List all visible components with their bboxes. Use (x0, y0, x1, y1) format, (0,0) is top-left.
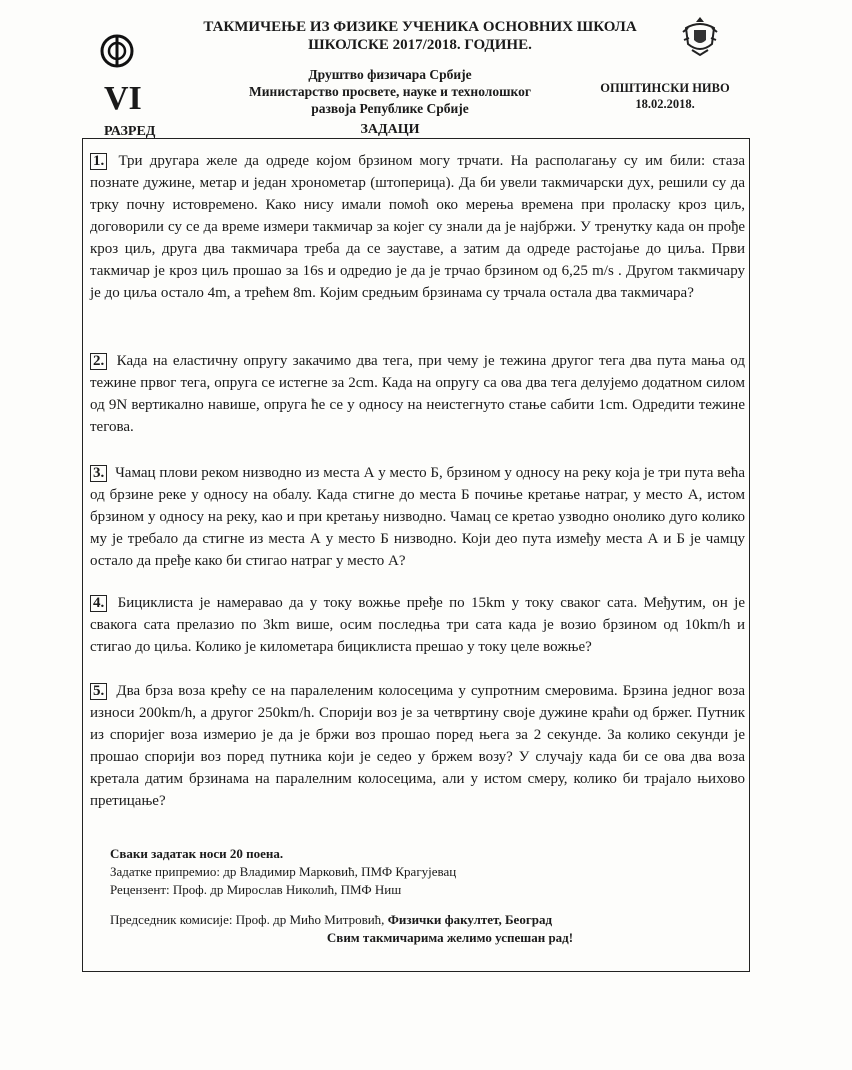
org-line-3: развоја Републике Србије (311, 101, 469, 116)
problem-text: Три другара желе да одреде којом брзином могу трчати. На располагању су им били: стаза познате дужине, метар и један хронометар (штоперица). Да би увели такмичарски дух, решили су да трку почну истовремено. Како нису имали помоћ око мерења времена при проласку кроз циљ, договорили су се да време измери такмичар за којег су знали да је најбржи. У тренутку када он прође кроз циљ, друга два такмичара треба да се зауставе, а затим да одреде растојање до циља. Први такмичар је кроз циљ прошао за 16s и одредио је да је трчао брзином од 6,25 m/s . Другом такмичару је до циља остало 4m, а трећем 8m. Којим средњим брзинама су трчала остала два такмичара? (90, 153, 746, 301)
competition-level (590, 80, 740, 112)
problem-text: Бициклиста је намеравао да у току вожње пређе по 15km у току сваког сата. Међутим, он је свакога сата прелазио по 3km више, осим последња три сата када је возио брзином од 10km/h и стигао до циља. Колико је километара бициклиста прешао у току целе вожње? (90, 595, 745, 655)
exam-footer (110, 845, 730, 947)
problem-4 (90, 592, 745, 658)
president-affiliation: Физички факултет, Београд (387, 912, 553, 927)
commission-president (110, 911, 730, 929)
org-line-2: Министарство просвете, науке и технолошког (249, 84, 531, 99)
problem-2 (90, 350, 745, 438)
president-label: Председник комисије: Проф. др Мићо Митровић, (110, 912, 388, 927)
organizers (210, 66, 570, 117)
title-line-1: ТАКМИЧЕЊЕ ИЗ ФИЗИКЕ УЧЕНИКА ОСНОВНИХ ШКОЛА (203, 19, 637, 35)
problem-text: Када на еластичну опругу закачимо два тега, при чему је тежина другог тега два пута мања од тежине првог тега, опруга се истегне за 2cm. Када на опругу са ова два тега делујемо додатном силом од 9N вертикално навише, опруга ће се у односу на неистегнуто стање сабити 1cm. Одредити тежине тегова. (90, 353, 745, 435)
points-note: Сваки задатак носи 20 поена. (110, 846, 284, 861)
reviewer: Рецензент: Проф. др Мирослав Николић, ПМФ Ниш (110, 882, 402, 897)
problem-number: 2. (90, 353, 107, 370)
problem-1 (90, 150, 745, 304)
problem-number: 5. (90, 683, 107, 700)
grade-label: РАЗРЕД (104, 124, 156, 139)
prepared-by: Задатке припремио: др Владимир Марковић, ПМФ Крагујевац (110, 864, 457, 879)
competition-date: 18.02.2018. (635, 97, 695, 111)
org-line-1: Друштво физичара Србије (308, 67, 472, 82)
problem-3 (90, 462, 745, 572)
competition-title (150, 18, 690, 54)
title-line-2: ШКОЛСКЕ 2017/2018. ГОДИНЕ. (308, 37, 532, 53)
problem-number: 3. (90, 465, 107, 482)
problem-text: Чамац плови реком низводно из места А у место Б, брзином у односу на реку која је три пута већа од брзине реке у односу на обалу. Када стигне до места Б почиње кретање натраг, у место А, истом брзином у односу на реку, као и при кретању низводно. Чамац се кретао узводно онолико дуго колико му је требало да стигне из места А у место Б низводно. Који део пута између места А и Б је чамцу остало да пређе како би стигао натраг у место А? (90, 465, 745, 569)
problem-number: 4. (90, 595, 107, 612)
good-luck-note: Свим такмичарима желимо успешан рад! (326, 930, 574, 945)
problem-number: 1. (90, 153, 107, 170)
tasks-heading: ЗАДАЦИ (360, 122, 420, 137)
physics-society-logo (100, 34, 134, 68)
problem-text: Два брза воза крећу се на паралеленим колосецима у супротним смеровима. Брзина једног воза износи 200km/h, а другог 250km/h. Спорији воз је за четвртину своје дужине краћи од бржег. Путник из споријег воза измерио је да је бржи воз прошао поред њега за 2 секунде. За колико секунди је прошао спорији воз поред путника који је седео у бржем возу? У случају када би се ова два воза кретала датим брзинама на паралелним колосецима, али у истом смеру, колико би трајало њихово претицање? (90, 683, 745, 809)
problem-5 (90, 680, 745, 812)
grade-number: VI (104, 80, 142, 117)
level-label: ОПШТИНСКИ НИВО (600, 81, 730, 95)
